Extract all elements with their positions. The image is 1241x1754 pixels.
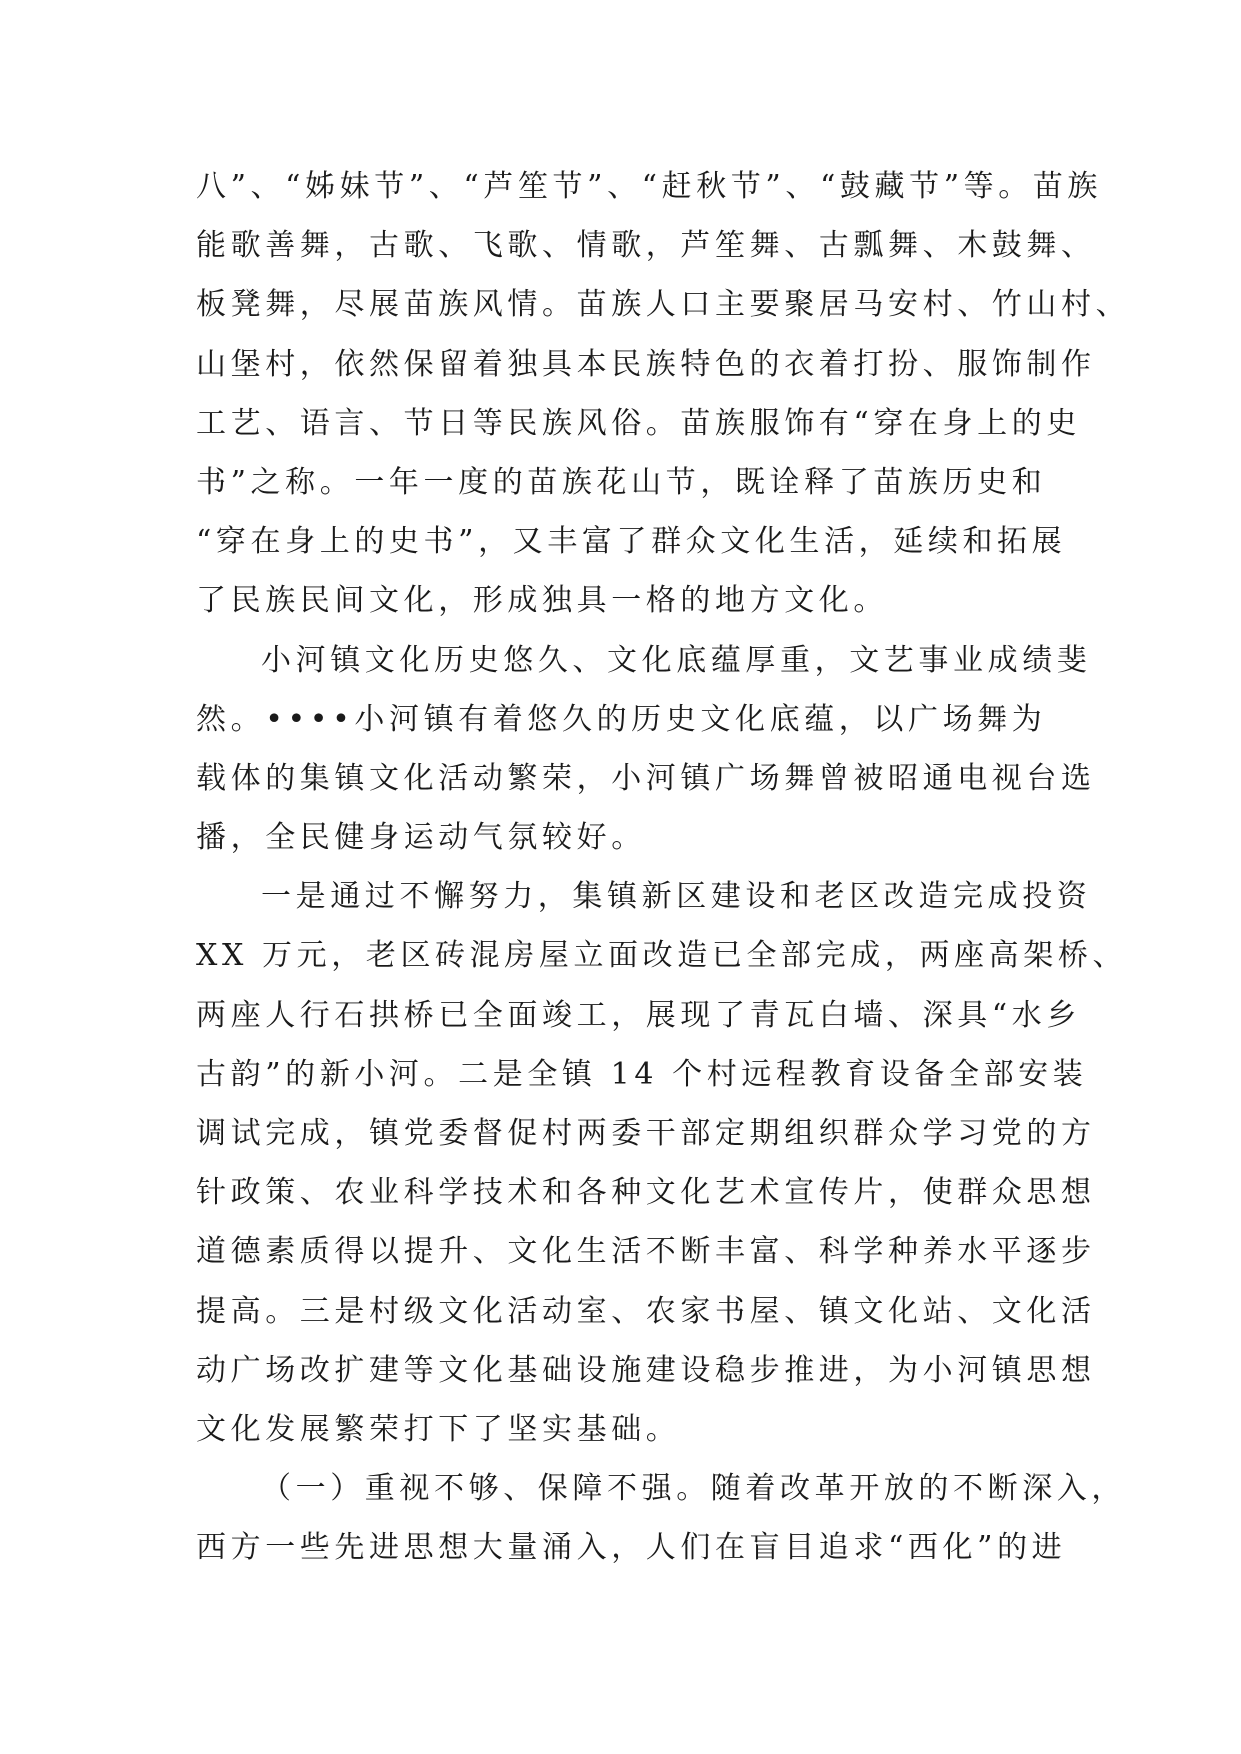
paragraph-line: 文化发展繁荣打下了坚实基础。 <box>196 1411 681 1447</box>
paragraph-line: 西方一些先进思想大量涌入，人们在盲目追求“西化”的进 <box>196 1530 1067 1566</box>
paragraph-line: 然。••••小河镇有着悠久的历史文化底蕴，以广场舞为 <box>196 701 1047 737</box>
paragraph-2 <box>196 631 1096 868</box>
paragraph-line: 载体的集镇文化活动繁荣，小河镇广场舞曾被昭通电视台选 <box>196 760 1096 796</box>
paragraph-line: 动广场改扩建等文化基础设施建设稳步推进，为小河镇思想 <box>196 1352 1096 1388</box>
paragraph-line: 工艺、语言、节日等民族风俗。苗族服饰有“穿在身上的史 <box>196 405 1081 441</box>
paragraph-line: 一是通过不懈努力，集镇新区建设和老区改造完成投资 <box>261 879 1092 915</box>
paragraph-line: 板凳舞，尽展苗族风情。苗族人口主要聚居马安村、竹山村、 <box>196 287 1131 323</box>
paragraph-line: 山堡村，依然保留着独具本民族特色的衣着打扮、服饰制作 <box>196 346 1096 382</box>
paragraph-line: 能歌善舞，古歌、飞歌、情歌，芦笙舞、古瓢舞、木鼓舞、 <box>196 228 1096 264</box>
paragraph-line: 两座人行石拱桥已全面竣工，展现了青瓦白墙、深具“水乡 <box>196 997 1081 1033</box>
paragraph-line: XX 万元，老区砖混房屋立面改造已全部完成，两座高架桥、 <box>196 938 1128 974</box>
paragraph-line: 道德素质得以提升、文化生活不断丰富、科学种养水平逐步 <box>196 1234 1096 1270</box>
paragraph-line: 播，全民健身运动气氛较好。 <box>196 820 646 856</box>
paragraph-line: 小河镇文化历史悠久、文化底蕴厚重，文艺事业成绩斐 <box>261 642 1092 678</box>
paragraph-line: “穿在身上的史书”，又丰富了群众文化生活，延续和拓展 <box>196 524 1067 560</box>
paragraph-1 <box>196 157 1131 631</box>
paragraph-line: 提高。三是村级文化活动室、农家书屋、镇文化站、文化活 <box>196 1293 1096 1329</box>
paragraph-3 <box>196 867 1128 1459</box>
paragraph-line: 了民族民间文化，形成独具一格的地方文化。 <box>196 583 888 619</box>
paragraph-4 <box>196 1459 1126 1577</box>
document-body <box>196 157 1131 1578</box>
paragraph-line: 针政策、农业科学技术和各种文化艺术宣传片，使群众思想 <box>196 1175 1096 1211</box>
paragraph-line: （一）重视不够、保障不强。随着改革开放的不断深入， <box>261 1471 1126 1507</box>
paragraph-line: 八”、“姊妹节”、“芦笙节”、“赶秋节”、“鼓藏节”等。苗族 <box>196 169 1103 204</box>
paragraph-line: 书”之称。一年一度的苗族花山节，既诠释了苗族历史和 <box>196 464 1047 500</box>
paragraph-line: 调试完成，镇党委督促村两委干部定期组织群众学习党的方 <box>196 1116 1096 1151</box>
paragraph-line: 古韵”的新小河。二是全镇 14 个村远程教育设备全部安装 <box>196 1056 1088 1092</box>
